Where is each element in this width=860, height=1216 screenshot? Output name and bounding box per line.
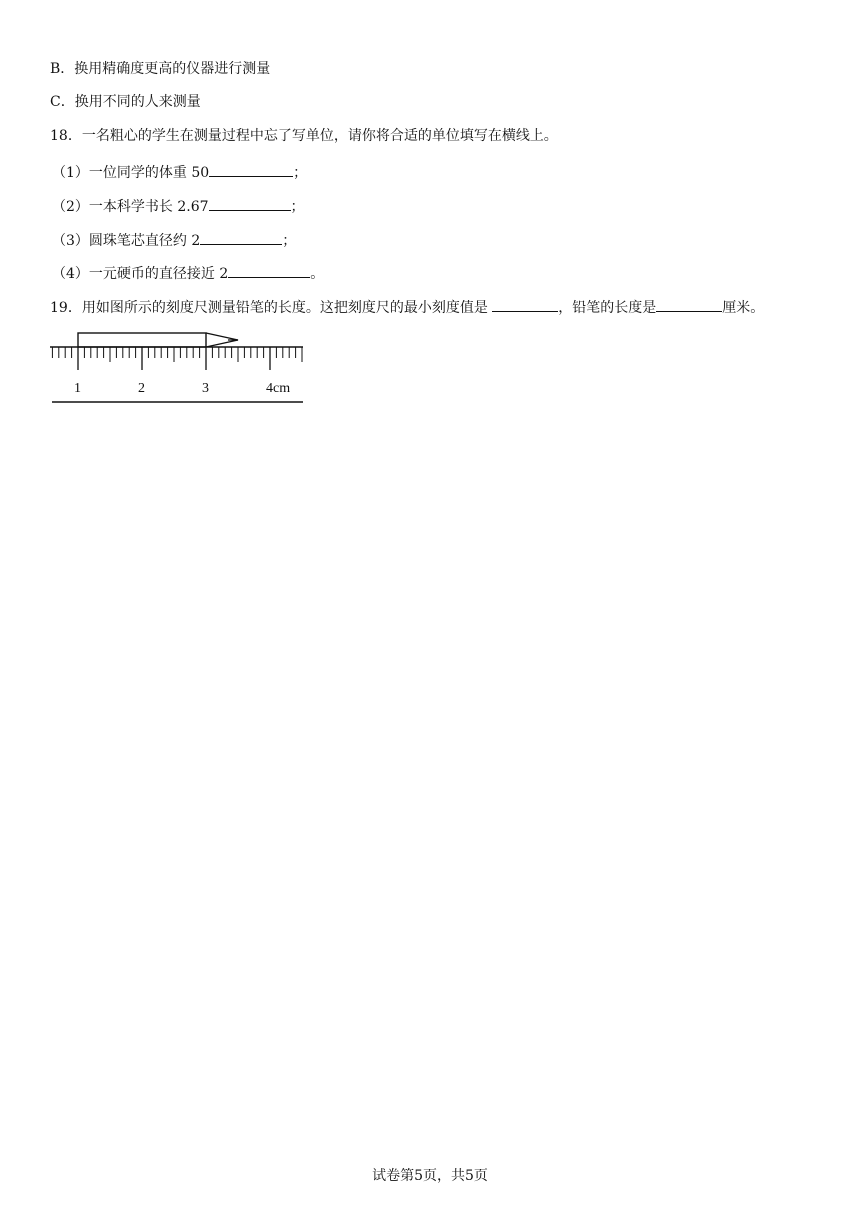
q18-item-2 — [52, 195, 305, 217]
q18-item-1-suffix: ； — [293, 165, 308, 181]
q18-item-3 — [52, 229, 296, 251]
q18-item-1-answer-blank[interactable] — [209, 161, 293, 177]
pencil-body — [78, 333, 206, 347]
q18-item-4-prefix: （4）一元硬币的直径接近 2 — [52, 266, 229, 282]
q18-item-1 — [52, 161, 307, 183]
q18-item-4 — [52, 262, 324, 284]
q18-item-3-answer-blank[interactable] — [200, 229, 282, 245]
ruler-pencil-figure — [50, 330, 306, 406]
ruler-label-2: 2 — [138, 381, 145, 396]
q18-item-2-suffix: ； — [290, 199, 305, 215]
page-footer — [0, 1166, 860, 1186]
q18-item-2-answer-blank[interactable] — [209, 195, 291, 211]
q17-option-c-text: C．换用不同的人来测量 — [50, 94, 201, 110]
q18-item-4-suffix: 。 — [310, 266, 325, 282]
q18-item-3-prefix: （3）圆珠笔芯直径约 2 — [52, 233, 201, 249]
q19-stem-part1: 19．用如图所示的刻度尺测量铅笔的长度。这把刻度尺的最小刻度值是 — [50, 300, 493, 316]
ruler-label-4cm: 4cm — [266, 381, 291, 396]
q18-item-3-suffix: ； — [282, 233, 297, 249]
q19-pencil-length-blank[interactable] — [656, 296, 722, 312]
q18-item-1-prefix: （1）一位同学的体重 50 — [52, 165, 210, 181]
q18-item-4-answer-blank[interactable] — [228, 262, 310, 278]
q19-stem-part2: ，铅笔的长度是 — [558, 300, 657, 316]
page-number-label: 试卷第5页，共5页 — [372, 1168, 488, 1184]
q19-min-scale-blank[interactable] — [492, 296, 558, 312]
ruler-label-1: 1 — [74, 381, 81, 396]
q17-option-b-text: B．换用精确度更高的仪器进行测量 — [50, 61, 271, 77]
q18-item-2-prefix: （2）一本科学书长 2.67 — [52, 199, 209, 215]
q19-stem-part3: 厘米。 — [722, 300, 765, 316]
q17-option-b — [50, 59, 270, 79]
ruler-label-3: 3 — [202, 381, 209, 396]
q17-option-c — [50, 92, 201, 112]
q18-stem-text: 18．一名粗心的学生在测量过程中忘了写单位，请你将合适的单位填写在横线上。 — [50, 128, 558, 144]
ruler-ticks — [52, 347, 302, 370]
pencil — [78, 333, 238, 347]
q19-stem — [50, 296, 764, 318]
q18-stem — [50, 126, 558, 146]
